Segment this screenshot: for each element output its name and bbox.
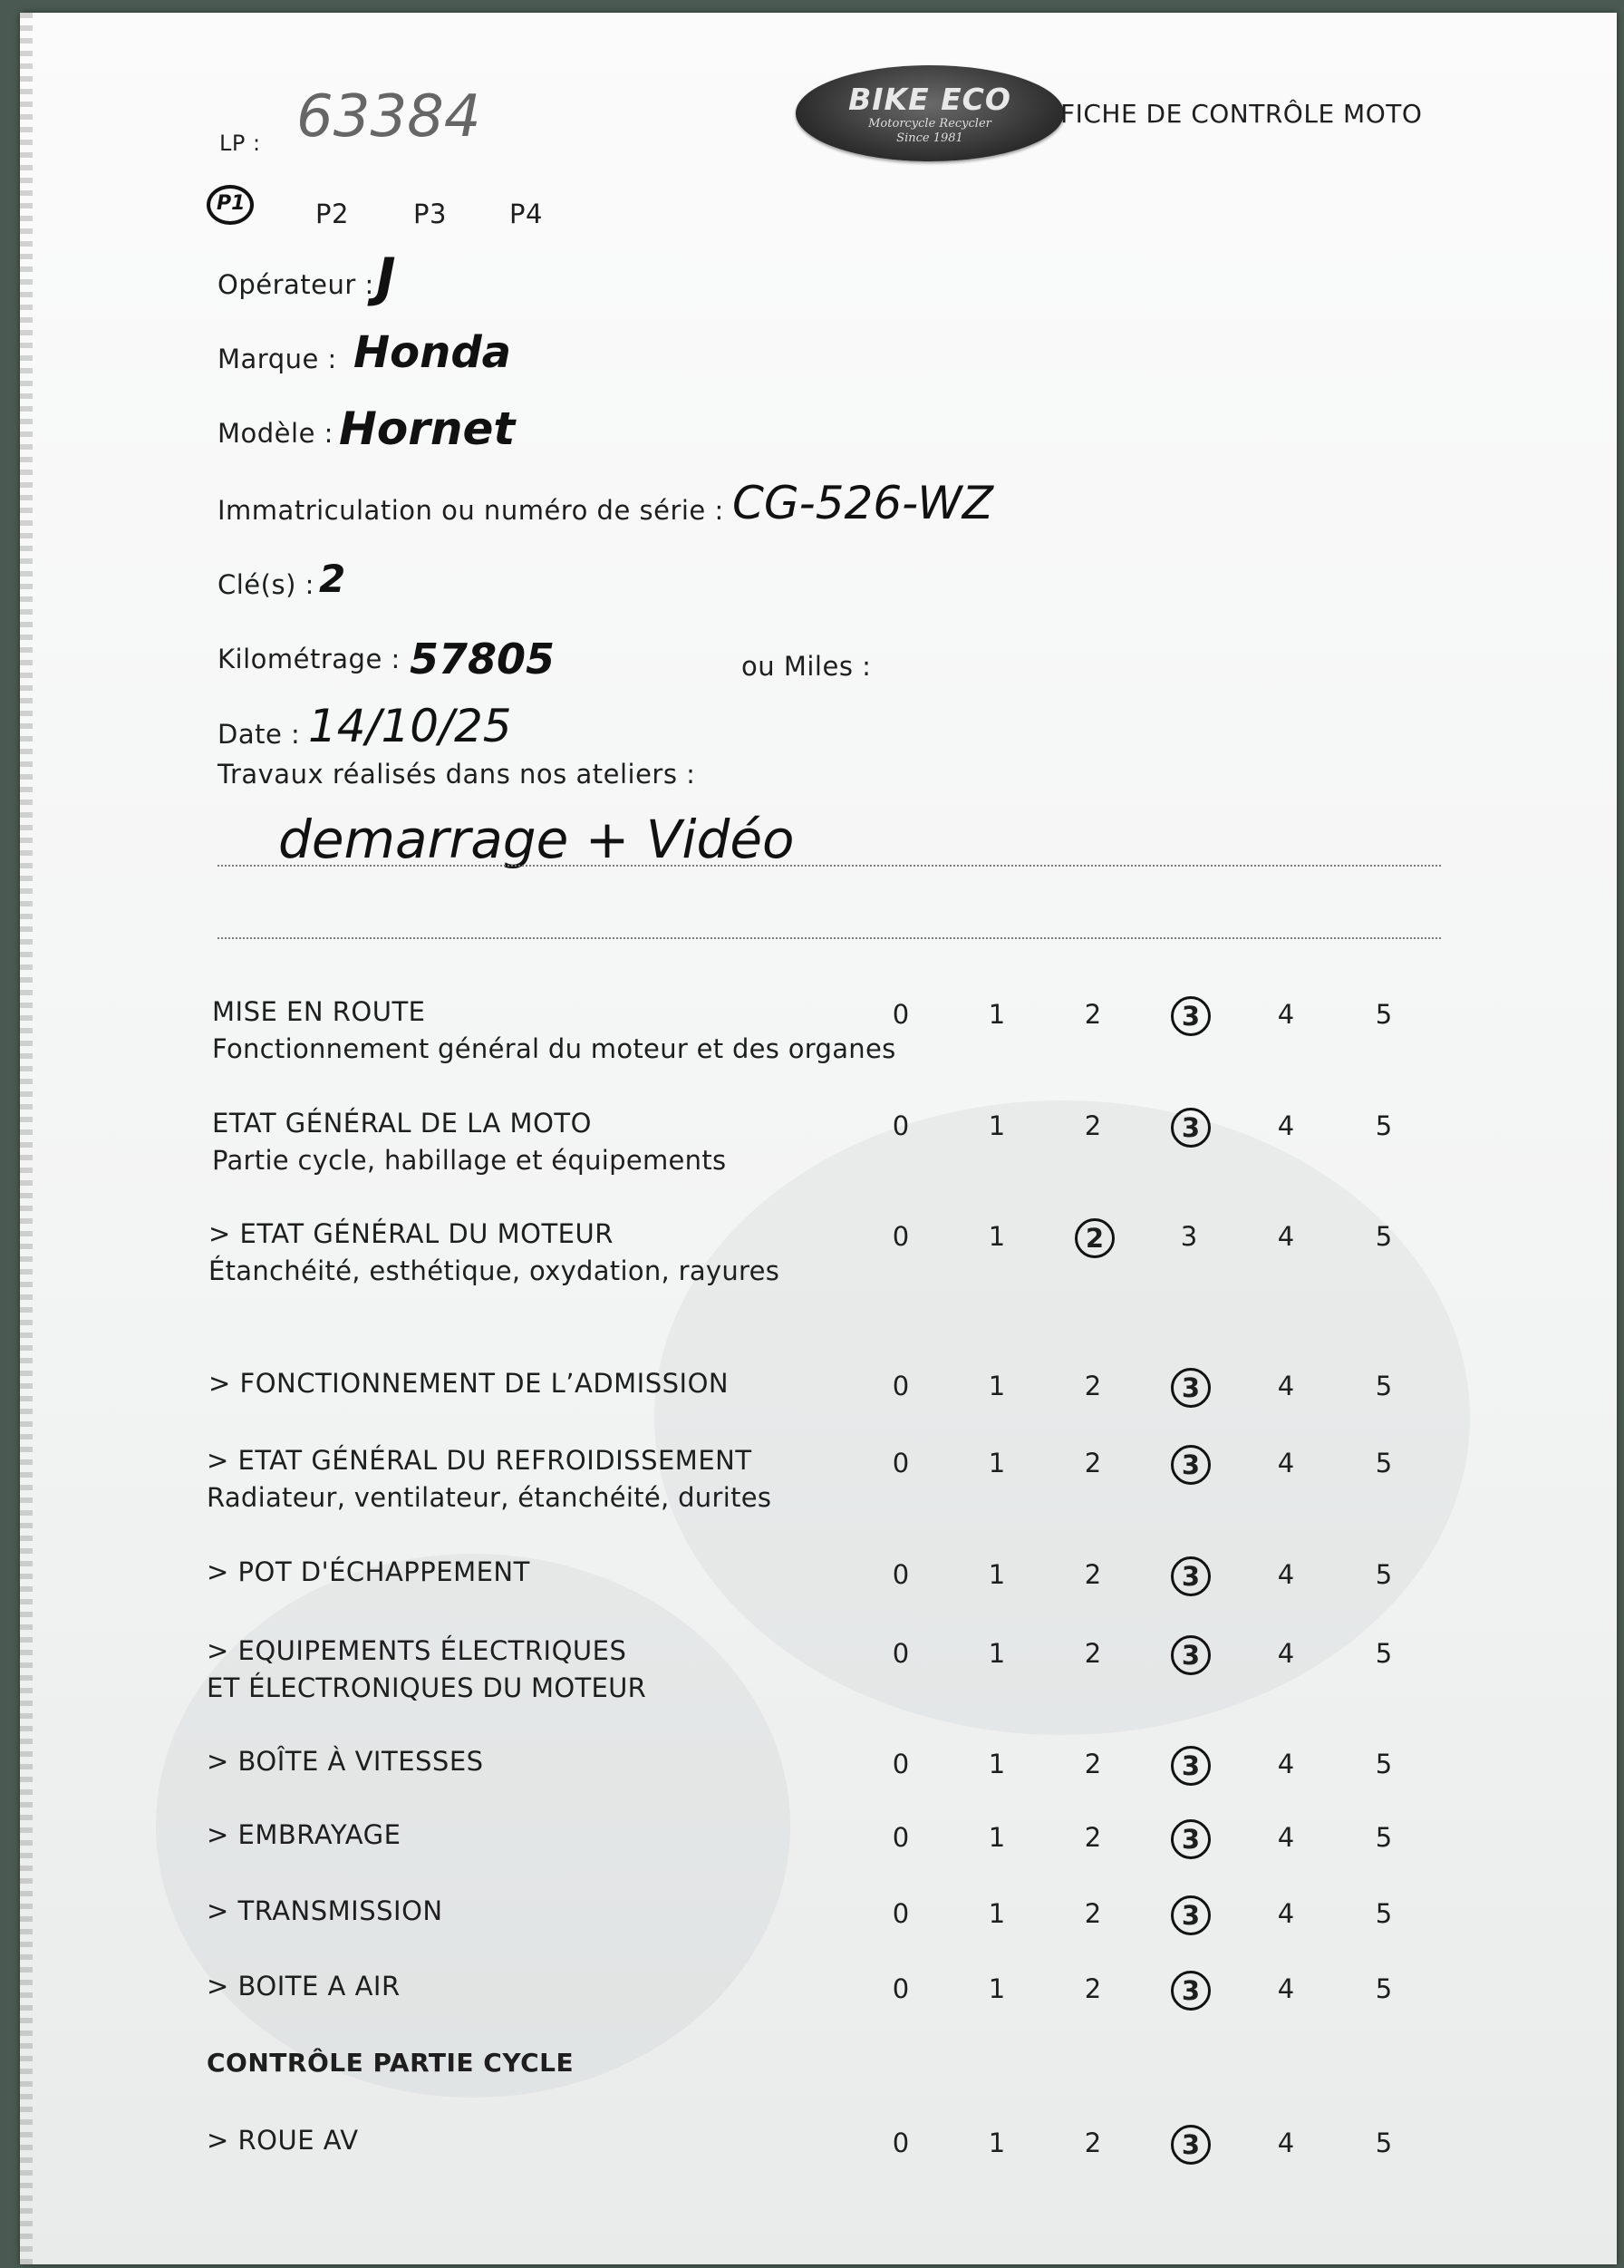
- score-option[interactable]: 0: [892, 1559, 910, 1590]
- score-option[interactable]: 4: [1277, 1749, 1295, 1779]
- score-option[interactable]: 2: [1084, 1110, 1102, 1141]
- score-option[interactable]: 1: [988, 1973, 1006, 2004]
- score-option[interactable]: 2: [1084, 999, 1102, 1030]
- score-option[interactable]: 2: [1084, 1749, 1102, 1779]
- score-option-selected[interactable]: 3: [1171, 1746, 1211, 1786]
- score-option[interactable]: 5: [1375, 1822, 1393, 1853]
- p3-label: P3: [413, 199, 447, 229]
- score-option[interactable]: 1: [988, 1638, 1006, 1669]
- km-value: 57805: [410, 635, 556, 683]
- score-option-selected[interactable]: 3: [1171, 1635, 1211, 1675]
- miles-label: ou Miles :: [741, 651, 872, 682]
- score-option[interactable]: 2: [1084, 1559, 1102, 1590]
- travaux-value: demarrage + Vidéo: [278, 809, 795, 870]
- check-subtitle: Fonctionnement général du moteur et des organes: [212, 1033, 896, 1064]
- check-title: > EQUIPEMENTS ÉLECTRIQUES: [207, 1635, 627, 1666]
- score-option[interactable]: 5: [1375, 1898, 1393, 1929]
- score-option[interactable]: 0: [892, 1638, 910, 1669]
- score-option[interactable]: 1: [988, 2127, 1006, 2158]
- score-option-selected[interactable]: 3: [1171, 1108, 1211, 1148]
- score-option[interactable]: 5: [1375, 999, 1393, 1030]
- check-subtitle: ET ÉLECTRONIQUES DU MOTEUR: [207, 1672, 647, 1703]
- immat-value: CG-526-WZ: [732, 477, 993, 529]
- score-option[interactable]: 5: [1375, 1448, 1393, 1478]
- score-option[interactable]: 4: [1277, 1822, 1295, 1853]
- score-option[interactable]: 1: [988, 1749, 1006, 1779]
- score-option-selected[interactable]: 3: [1171, 1971, 1211, 2011]
- score-option[interactable]: 5: [1375, 1559, 1393, 1590]
- marque-value: Honda: [353, 327, 512, 378]
- score-option[interactable]: 1: [988, 1448, 1006, 1478]
- score-option-selected[interactable]: 3: [1171, 1819, 1211, 1859]
- check-title: > BOÎTE À VITESSES: [207, 1746, 484, 1777]
- score-option[interactable]: 1: [988, 1822, 1006, 1853]
- p2-label: P2: [315, 199, 349, 229]
- score-option[interactable]: 5: [1375, 1638, 1393, 1669]
- score-option[interactable]: 4: [1277, 1638, 1295, 1669]
- score-option[interactable]: 0: [892, 1749, 910, 1779]
- score-option[interactable]: 0: [892, 2127, 910, 2158]
- score-option[interactable]: 4: [1277, 1898, 1295, 1929]
- logo-since: Since 1981: [896, 131, 963, 145]
- lp-value: 63384: [296, 83, 481, 150]
- check-title: > BOITE A AIR: [207, 1971, 401, 2001]
- score-option-selected[interactable]: 3: [1171, 1895, 1211, 1935]
- score-option[interactable]: 5: [1375, 1749, 1393, 1779]
- sheet-title: FICHE DE CONTRÔLE MOTO: [1060, 99, 1423, 129]
- check-title: > ROUE AV: [207, 2125, 359, 2156]
- lp-label: LP :: [219, 131, 261, 156]
- score-option-selected[interactable]: 3: [1171, 1368, 1211, 1408]
- score-option[interactable]: 1: [988, 1559, 1006, 1590]
- score-option[interactable]: 0: [892, 1221, 910, 1252]
- score-option[interactable]: 2: [1084, 1822, 1102, 1853]
- score-option[interactable]: 2: [1084, 1371, 1102, 1401]
- immat-label: Immatriculation ou numéro de série :: [218, 495, 724, 526]
- score-option[interactable]: 4: [1277, 1221, 1295, 1252]
- score-option[interactable]: 4: [1277, 999, 1295, 1030]
- travaux-label: Travaux réalisés dans nos ateliers :: [218, 759, 696, 790]
- score-option[interactable]: 0: [892, 1371, 910, 1401]
- score-option[interactable]: 0: [892, 1822, 910, 1853]
- score-option[interactable]: 1: [988, 1371, 1006, 1401]
- score-option[interactable]: 0: [892, 1110, 910, 1141]
- score-option[interactable]: 4: [1277, 1448, 1295, 1478]
- score-option-selected[interactable]: 3: [1171, 2125, 1211, 2165]
- score-option[interactable]: 1: [988, 999, 1006, 1030]
- score-option[interactable]: 1: [988, 1221, 1006, 1252]
- check-subtitle: Partie cycle, habillage et équipements: [212, 1145, 727, 1176]
- score-option[interactable]: 2: [1084, 1973, 1102, 2004]
- operateur-value: J: [376, 247, 396, 308]
- check-title: > FONCTIONNEMENT DE L’ADMISSION: [208, 1368, 730, 1399]
- check-title: ETAT GÉNÉRAL DE LA MOTO: [212, 1108, 592, 1139]
- cles-label: Clé(s) :: [218, 569, 314, 600]
- score-option[interactable]: 2: [1084, 2127, 1102, 2158]
- check-title: > ETAT GÉNÉRAL DU MOTEUR: [208, 1218, 614, 1249]
- score-option-selected[interactable]: 3: [1171, 1556, 1211, 1596]
- score-option[interactable]: 4: [1277, 1973, 1295, 2004]
- score-option[interactable]: 1: [988, 1898, 1006, 1929]
- cles-value: 2: [319, 557, 346, 601]
- score-option[interactable]: 4: [1277, 1371, 1295, 1401]
- check-title: > TRANSMISSION: [207, 1895, 443, 1926]
- score-option[interactable]: 5: [1375, 2127, 1393, 2158]
- logo-name: BIKE ECO: [848, 82, 1011, 117]
- score-option[interactable]: 2: [1084, 1898, 1102, 1929]
- score-option[interactable]: 1: [988, 1110, 1006, 1141]
- modele-value: Hornet: [339, 402, 516, 455]
- control-sheet: [20, 13, 1617, 2264]
- score-option-selected[interactable]: 3: [1171, 1445, 1211, 1485]
- score-option[interactable]: 0: [892, 999, 910, 1030]
- score-option[interactable]: 0: [892, 1898, 910, 1929]
- marque-label: Marque :: [218, 344, 337, 374]
- modele-label: Modèle :: [218, 418, 334, 449]
- checks-list: [20, 13, 1617, 2264]
- check-title: MISE EN ROUTE: [212, 996, 426, 1027]
- score-option[interactable]: 5: [1375, 1371, 1393, 1401]
- check-title: > POT D'ÉCHAPPEMENT: [207, 1556, 530, 1587]
- km-label: Kilométrage :: [218, 644, 401, 674]
- date-value: 14/10/25: [308, 700, 512, 752]
- score-option[interactable]: 0: [892, 1973, 910, 2004]
- score-option[interactable]: 4: [1277, 1559, 1295, 1590]
- p4-label: P4: [509, 199, 543, 229]
- score-option[interactable]: 0: [892, 1448, 910, 1478]
- score-option[interactable]: 5: [1375, 1973, 1393, 2004]
- score-option-selected[interactable]: 2: [1075, 1218, 1115, 1258]
- score-option[interactable]: 5: [1375, 1221, 1393, 1252]
- operateur-label: Opérateur :: [218, 269, 374, 300]
- date-label: Date :: [218, 719, 301, 750]
- section-title-partie-cycle: CONTRÔLE PARTIE CYCLE: [207, 2048, 575, 2078]
- score-option[interactable]: 4: [1277, 1110, 1295, 1141]
- p1-value: P1: [217, 192, 246, 215]
- check-subtitle: Radiateur, ventilateur, étanchéité, durites: [207, 1482, 772, 1513]
- check-title: > EMBRAYAGE: [207, 1819, 401, 1850]
- score-option[interactable]: 4: [1277, 2127, 1295, 2158]
- score-option[interactable]: 2: [1084, 1448, 1102, 1478]
- score-option[interactable]: 3: [1180, 1221, 1198, 1252]
- score-option[interactable]: 2: [1084, 1638, 1102, 1669]
- score-option-selected[interactable]: 3: [1171, 996, 1211, 1036]
- check-subtitle: Étanchéité, esthétique, oxydation, rayures: [208, 1255, 780, 1286]
- logo-tagline: Motorcycle Recycler: [868, 117, 991, 131]
- score-option[interactable]: 5: [1375, 1110, 1393, 1141]
- check-title: > ETAT GÉNÉRAL DU REFROIDISSEMENT: [207, 1445, 752, 1476]
